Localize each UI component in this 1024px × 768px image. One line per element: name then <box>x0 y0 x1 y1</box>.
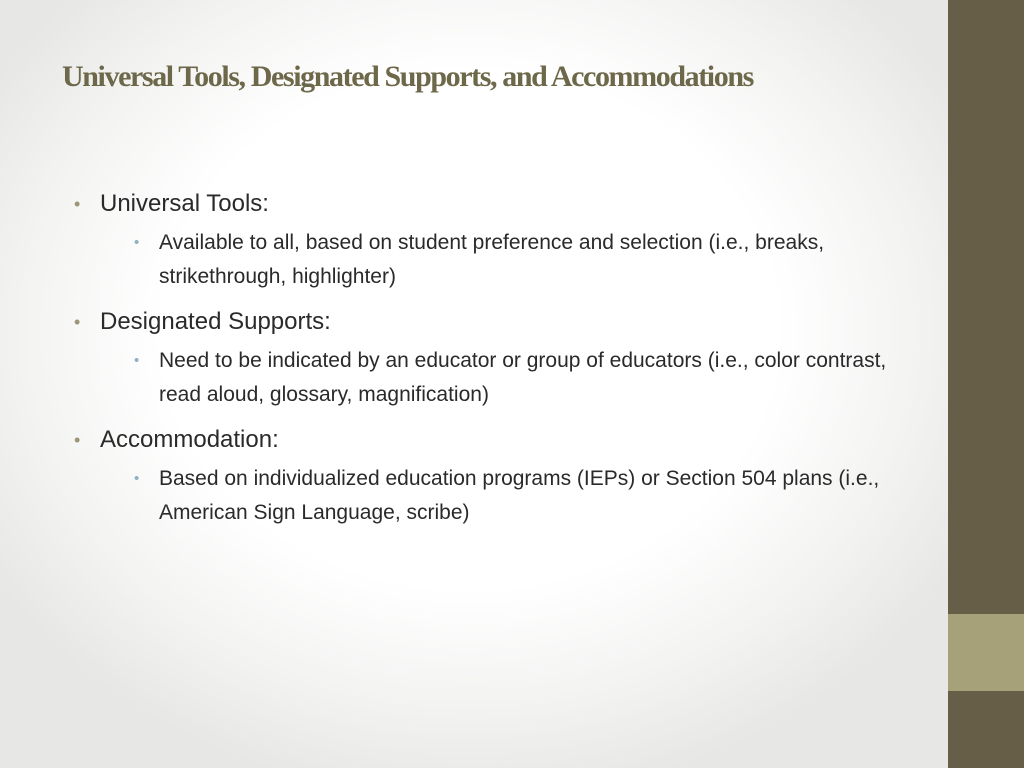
sub-bullet-designated-supports <box>126 344 894 412</box>
slide-title: Universal Tools, Designated Supports, and Accommodations <box>62 60 753 93</box>
sub-list <box>100 226 894 294</box>
bullet-list <box>74 186 894 530</box>
bullet-universal-tools <box>74 186 894 294</box>
sub-bullet-dot-icon: • <box>134 470 140 487</box>
bullet-dot-icon: • <box>74 194 81 214</box>
bullet-dot-icon: • <box>74 430 81 450</box>
bullet-designated-supports <box>74 304 894 412</box>
sub-bullet-text: Available to all, based on student preference and selection (i.e., breaks, strikethrough, highlighter) <box>159 231 825 288</box>
sub-list <box>100 344 894 412</box>
sidebar-accent-block <box>948 614 1024 691</box>
bullet-label: Universal Tools: <box>100 190 269 217</box>
sub-list <box>100 462 894 530</box>
sub-bullet-dot-icon: • <box>134 234 140 251</box>
slide-content <box>74 186 894 540</box>
bullet-accommodation <box>74 422 894 530</box>
sub-bullet-accommodation <box>126 462 894 530</box>
bullet-label: Accommodation: <box>100 426 279 453</box>
sub-bullet-text: Need to be indicated by an educator or group of educators (i.e., color contrast, read aloud, glossary, magnification) <box>159 349 887 406</box>
sub-bullet-universal-tools <box>126 226 894 294</box>
sub-bullet-dot-icon: • <box>134 352 140 369</box>
bullet-label: Designated Supports: <box>100 308 331 335</box>
bullet-dot-icon: • <box>74 312 81 332</box>
sub-bullet-text: Based on individualized education programs (IEPs) or Section 504 plans (i.e., American Sign Language, scribe) <box>159 467 880 524</box>
